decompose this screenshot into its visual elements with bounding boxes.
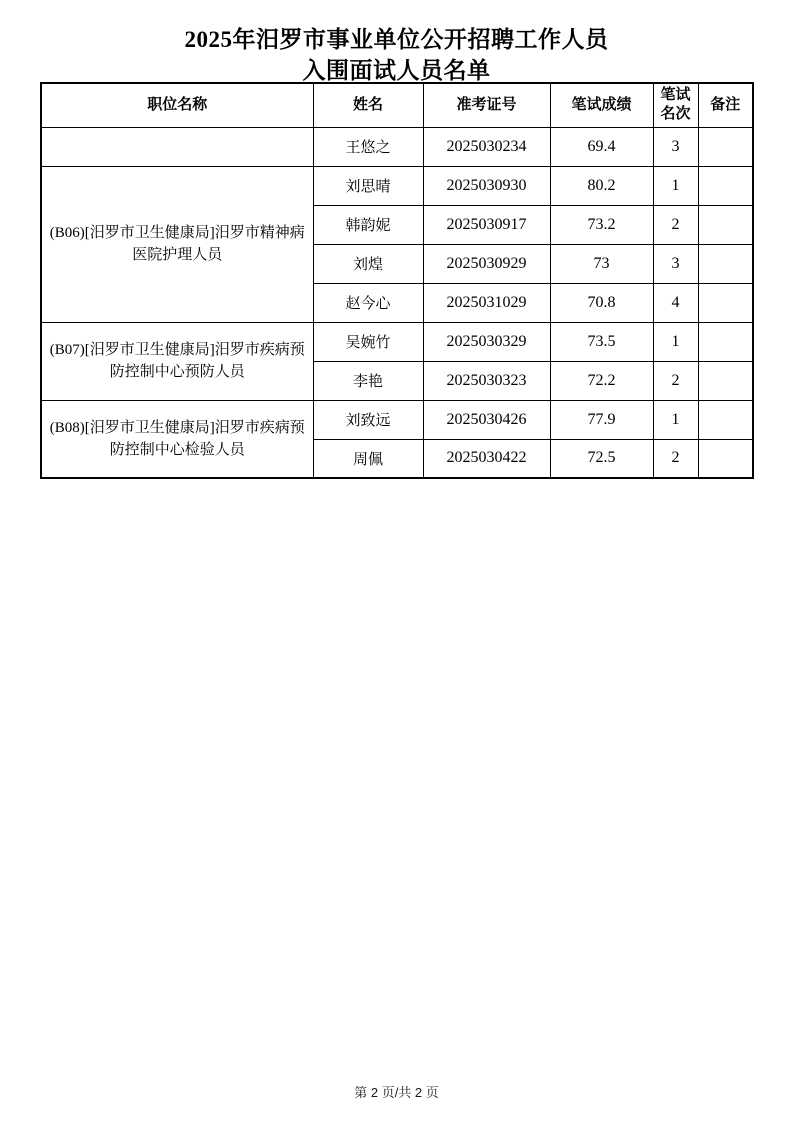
- rank-cell: 1: [653, 322, 698, 361]
- rank-cell: 4: [653, 283, 698, 322]
- name-cell: 赵今心: [313, 283, 423, 322]
- name-cell: 王悠之: [313, 127, 423, 166]
- table-row: [41, 400, 753, 439]
- rank-cell: 2: [653, 205, 698, 244]
- ticket-cell: 2025030234: [423, 127, 550, 166]
- position-cell: (B08)[汨罗市卫生健康局]汨罗市疾病预防控制中心检验人员: [41, 400, 313, 478]
- col-header-rank: 笔试名次: [653, 83, 698, 127]
- page-title: [0, 0, 793, 86]
- name-cell: 韩韵妮: [313, 205, 423, 244]
- ticket-cell: 2025030323: [423, 361, 550, 400]
- rank-cell: 2: [653, 439, 698, 478]
- ticket-cell: 2025030426: [423, 400, 550, 439]
- position-cell: (B07)[汨罗市卫生健康局]汨罗市疾病预防控制中心预防人员: [41, 322, 313, 400]
- name-cell: 周佩: [313, 439, 423, 478]
- ticket-cell: 2025030329: [423, 322, 550, 361]
- ticket-cell: 2025030929: [423, 244, 550, 283]
- score-cell: 72.5: [550, 439, 653, 478]
- table-row: [41, 322, 753, 361]
- table-header: [41, 83, 753, 127]
- score-cell: 73.2: [550, 205, 653, 244]
- remark-cell: [698, 283, 753, 322]
- name-cell: 刘致远: [313, 400, 423, 439]
- col-header-name: 姓名: [313, 83, 423, 127]
- name-cell: 刘煌: [313, 244, 423, 283]
- rank-cell: 3: [653, 127, 698, 166]
- table-row: [41, 127, 753, 166]
- col-header-position: 职位名称: [41, 83, 313, 127]
- table-row: [41, 166, 753, 205]
- score-cell: 80.2: [550, 166, 653, 205]
- table-header-row: [41, 83, 753, 127]
- ticket-cell: 2025030422: [423, 439, 550, 478]
- position-cell: (B06)[汨罗市卫生健康局]汨罗市精神病医院护理人员: [41, 166, 313, 322]
- rank-cell: 1: [653, 166, 698, 205]
- remark-cell: [698, 439, 753, 478]
- interview-shortlist-table: [40, 82, 754, 479]
- score-cell: 72.2: [550, 361, 653, 400]
- score-cell: 77.9: [550, 400, 653, 439]
- page-title-line1: 2025年汨罗市事业单位公开招聘工作人员: [184, 27, 609, 52]
- score-cell: 69.4: [550, 127, 653, 166]
- page-title-line2: 入围面试人员名单: [302, 58, 491, 83]
- ticket-cell: 2025030930: [423, 166, 550, 205]
- score-cell: 70.8: [550, 283, 653, 322]
- col-header-ticket: 准考证号: [423, 83, 550, 127]
- remark-cell: [698, 361, 753, 400]
- page-number-footer: 第 2 页/共 2 页: [354, 1085, 439, 1100]
- remark-cell: [698, 127, 753, 166]
- col-header-score: 笔试成绩: [550, 83, 653, 127]
- ticket-cell: 2025030917: [423, 205, 550, 244]
- name-cell: 刘思晴: [313, 166, 423, 205]
- remark-cell: [698, 322, 753, 361]
- name-cell: 吴婉竹: [313, 322, 423, 361]
- rank-cell: 3: [653, 244, 698, 283]
- remark-cell: [698, 166, 753, 205]
- rank-cell: 1: [653, 400, 698, 439]
- score-cell: 73: [550, 244, 653, 283]
- results-table-body: [41, 127, 753, 478]
- rank-cell: 2: [653, 361, 698, 400]
- ticket-cell: 2025031029: [423, 283, 550, 322]
- remark-cell: [698, 244, 753, 283]
- remark-cell: [698, 400, 753, 439]
- name-cell: 李艳: [313, 361, 423, 400]
- remark-cell: [698, 205, 753, 244]
- position-cell: [41, 127, 313, 166]
- col-header-remark: 备注: [698, 83, 753, 127]
- score-cell: 73.5: [550, 322, 653, 361]
